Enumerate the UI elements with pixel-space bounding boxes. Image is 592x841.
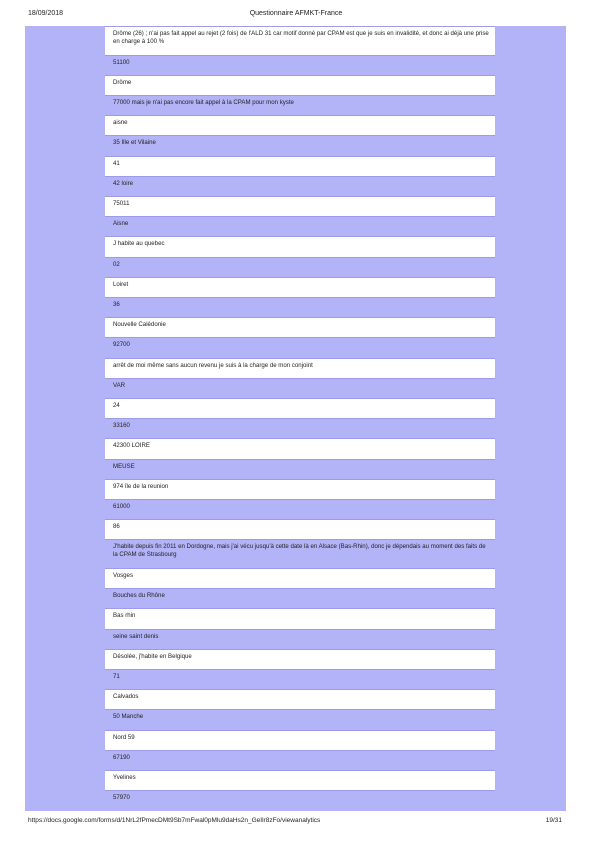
- response-row: Calvados: [105, 689, 495, 709]
- response-row: Nouvelle Calédonie: [105, 317, 495, 337]
- response-row: 92700: [105, 337, 495, 357]
- response-row: 75011: [105, 196, 495, 216]
- response-row: 42 loire: [105, 176, 495, 196]
- response-row: 57970: [105, 790, 495, 810]
- response-row: Drôme: [105, 75, 495, 95]
- response-row: J'habite depuis fin 2011 en Dordogne, mais j'ai vécu jusqu'à cette date là en Alsace (Bas-Rhin), donc je dépendais au moment des faits de la CPAM de Strasbourg: [105, 539, 495, 568]
- page-title: Questionnaire AFMKT-France: [249, 10, 343, 17]
- response-row: Loiret: [105, 277, 495, 297]
- response-row: J habite au quebec: [105, 236, 495, 256]
- response-row: 86: [105, 519, 495, 539]
- response-row: 36: [105, 297, 495, 317]
- page-footer: [0, 817, 592, 829]
- page-header: [0, 10, 592, 22]
- response-row: aisne: [105, 115, 495, 135]
- response-row: 71: [105, 669, 495, 689]
- response-row: 51100: [105, 55, 495, 75]
- responses-sheet: [25, 26, 566, 811]
- response-row: Yvelines: [105, 770, 495, 790]
- response-row: Aisne: [105, 216, 495, 236]
- response-row: arrêt de moi même sans aucun revenu je suis à la charge de mon conjoint: [105, 358, 495, 378]
- response-row: 33160: [105, 418, 495, 438]
- response-row: Nord 59: [105, 730, 495, 750]
- response-row: Bas rhin: [105, 608, 495, 628]
- response-row: 61000: [105, 499, 495, 519]
- response-row: 41: [105, 156, 495, 176]
- source-url: https://docs.google.com/forms/d/1NrL2fPmecDMt9Sb7mFwal0pMlu9daHs2n_GeIlr8zFo/viewanalytics: [28, 817, 321, 824]
- response-row: seine saint denis: [105, 629, 495, 649]
- response-row: 02: [105, 257, 495, 277]
- response-row: Désolée, j'habite en Belgique: [105, 649, 495, 669]
- response-row: Bouches du Rhône: [105, 588, 495, 608]
- response-row: MEUSE: [105, 459, 495, 479]
- response-row: 24: [105, 398, 495, 418]
- response-row: 42300 LOIRE: [105, 438, 495, 458]
- response-row: Vosges: [105, 568, 495, 588]
- page-number: 19/31: [545, 817, 562, 824]
- response-row: 67190: [105, 750, 495, 770]
- response-row: 50 Manche: [105, 709, 495, 729]
- response-row: 974 île de la reunion: [105, 479, 495, 499]
- response-row: Drôme (26) ; n'ai pas fait appel au rejet (2 fois) de l'ALD 31 car motif donné par CPAM est que je suis en invalidité, et donc ai déjà une prise en charge à 100 %: [105, 26, 495, 55]
- response-row: 35 Ille et Vilaine: [105, 135, 495, 155]
- responses-list: [105, 26, 495, 811]
- response-row: VAR: [105, 378, 495, 398]
- print-date: 18/09/2018: [28, 10, 64, 17]
- response-row: 77000 mais je n'ai pas encore fait appel à la CPAM pour mon kyste: [105, 95, 495, 115]
